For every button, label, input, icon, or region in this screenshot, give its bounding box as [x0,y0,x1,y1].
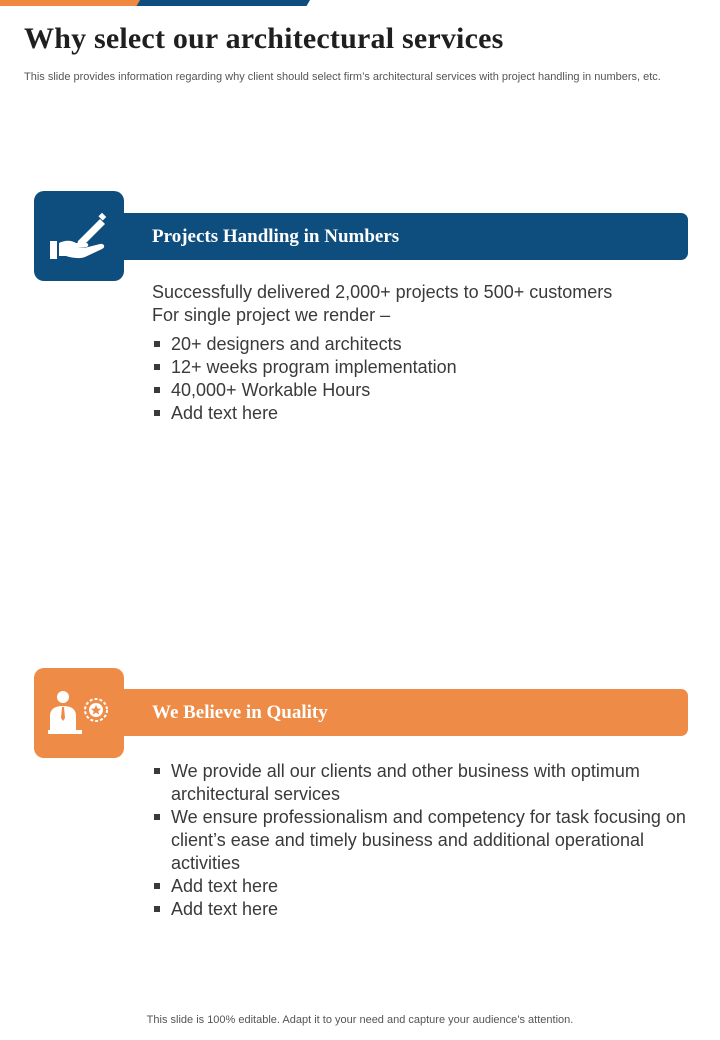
quality-icon-box [34,668,124,758]
projects-list [152,333,692,425]
hand-with-pen-icon [48,211,110,261]
accent-orange [0,0,150,6]
list-item: Add text here [152,875,692,898]
list-item: Add text here [152,402,692,425]
list-item: We ensure professionalism and competency for task focusing on client’s ease and timely business and additional operational activities [152,806,692,875]
accent-blue [137,0,310,6]
page-title: Why select our architectural services [24,22,504,55]
top-accent-bar [0,0,720,6]
footer-note: This slide is 100% editable. Adapt it to your need and capture your audience’s attention. [146,1014,574,1026]
quality-list [152,760,692,921]
projects-summary [152,281,692,327]
list-item: Add text here [152,898,692,921]
summary-line: For single project we render – [152,305,391,325]
list-item: 20+ designers and architects [152,333,692,356]
list-item: 12+ weeks program implementation [152,356,692,379]
quality-header-bar [124,689,688,736]
summary-line: Successfully delivered 2,000+ projects to 500+ customers [152,282,613,302]
list-item: 40,000+ Workable Hours [152,379,692,402]
projects-header-bar [124,213,688,260]
page-subtitle: This slide provides information regarding why client should select firm’s architectural services with project handling in numbers, etc. [24,71,661,83]
projects-icon-box [34,191,124,281]
projects-heading: Projects Handling in Numbers [152,225,400,247]
businessman-quality-badge-icon [46,688,112,738]
quality-heading: We Believe in Quality [152,701,328,723]
list-item: We provide all our clients and other business with optimum architectural services [152,760,692,806]
